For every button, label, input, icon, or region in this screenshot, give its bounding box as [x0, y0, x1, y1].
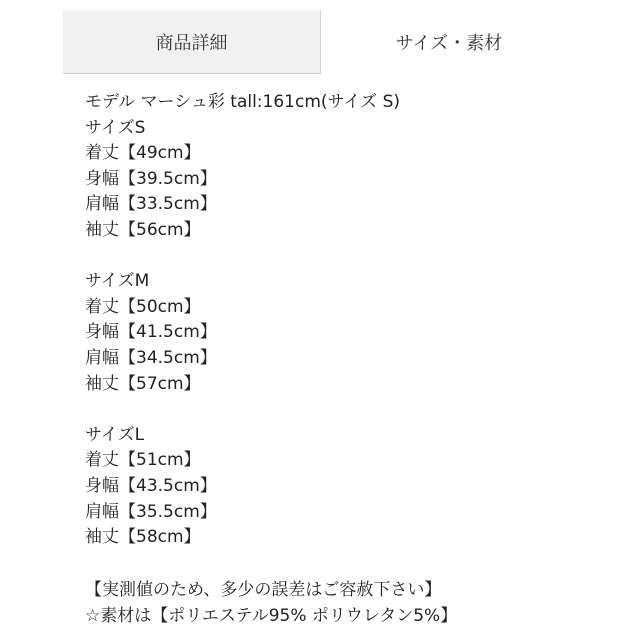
- measurement-shoulder: 肩幅【35.5cm】: [85, 501, 217, 522]
- measurement-length: 着丈【51cm】: [85, 450, 201, 471]
- size-heading: サイズS: [85, 117, 146, 138]
- material-note: ☆素材は【ポリエステル95% ポリウレタン5%】: [85, 605, 458, 626]
- spacer: [85, 244, 625, 270]
- measurement-length: 着丈【50cm】: [85, 296, 201, 317]
- measurement-width: 身幅【41.5cm】: [85, 322, 217, 343]
- tab-bar: [63, 10, 577, 74]
- spacer: [85, 397, 625, 423]
- model-info: モデル マーシュ彩 tall:161cm(サイズ S): [85, 92, 400, 112]
- size-info: [85, 90, 625, 551]
- measurement-shoulder: 肩幅【33.5cm】: [85, 194, 217, 215]
- size-block-l: [85, 423, 625, 551]
- measurement-width: 身幅【43.5cm】: [85, 475, 217, 496]
- size-block-m: [85, 269, 625, 397]
- measurement-shoulder: 肩幅【34.5cm】: [85, 347, 217, 368]
- tab-size-material[interactable]: サイズ・素材: [321, 10, 577, 74]
- measurement-length: 着丈【49cm】: [85, 143, 201, 164]
- measurement-sleeve: 袖丈【56cm】: [85, 219, 201, 240]
- notes: [85, 578, 625, 629]
- size-heading: サイズL: [85, 424, 145, 445]
- tolerance-note: 【実測値のため、多少の誤差はご容赦下さい】: [85, 580, 442, 600]
- measurement-sleeve: 袖丈【57cm】: [85, 373, 201, 394]
- size-heading: サイズM: [85, 271, 150, 292]
- measurement-sleeve: 袖丈【58cm】: [85, 527, 201, 548]
- measurement-width: 身幅【39.5cm】: [85, 168, 217, 189]
- size-block-s: [85, 116, 625, 244]
- tab-product-details[interactable]: 商品詳細: [63, 10, 321, 74]
